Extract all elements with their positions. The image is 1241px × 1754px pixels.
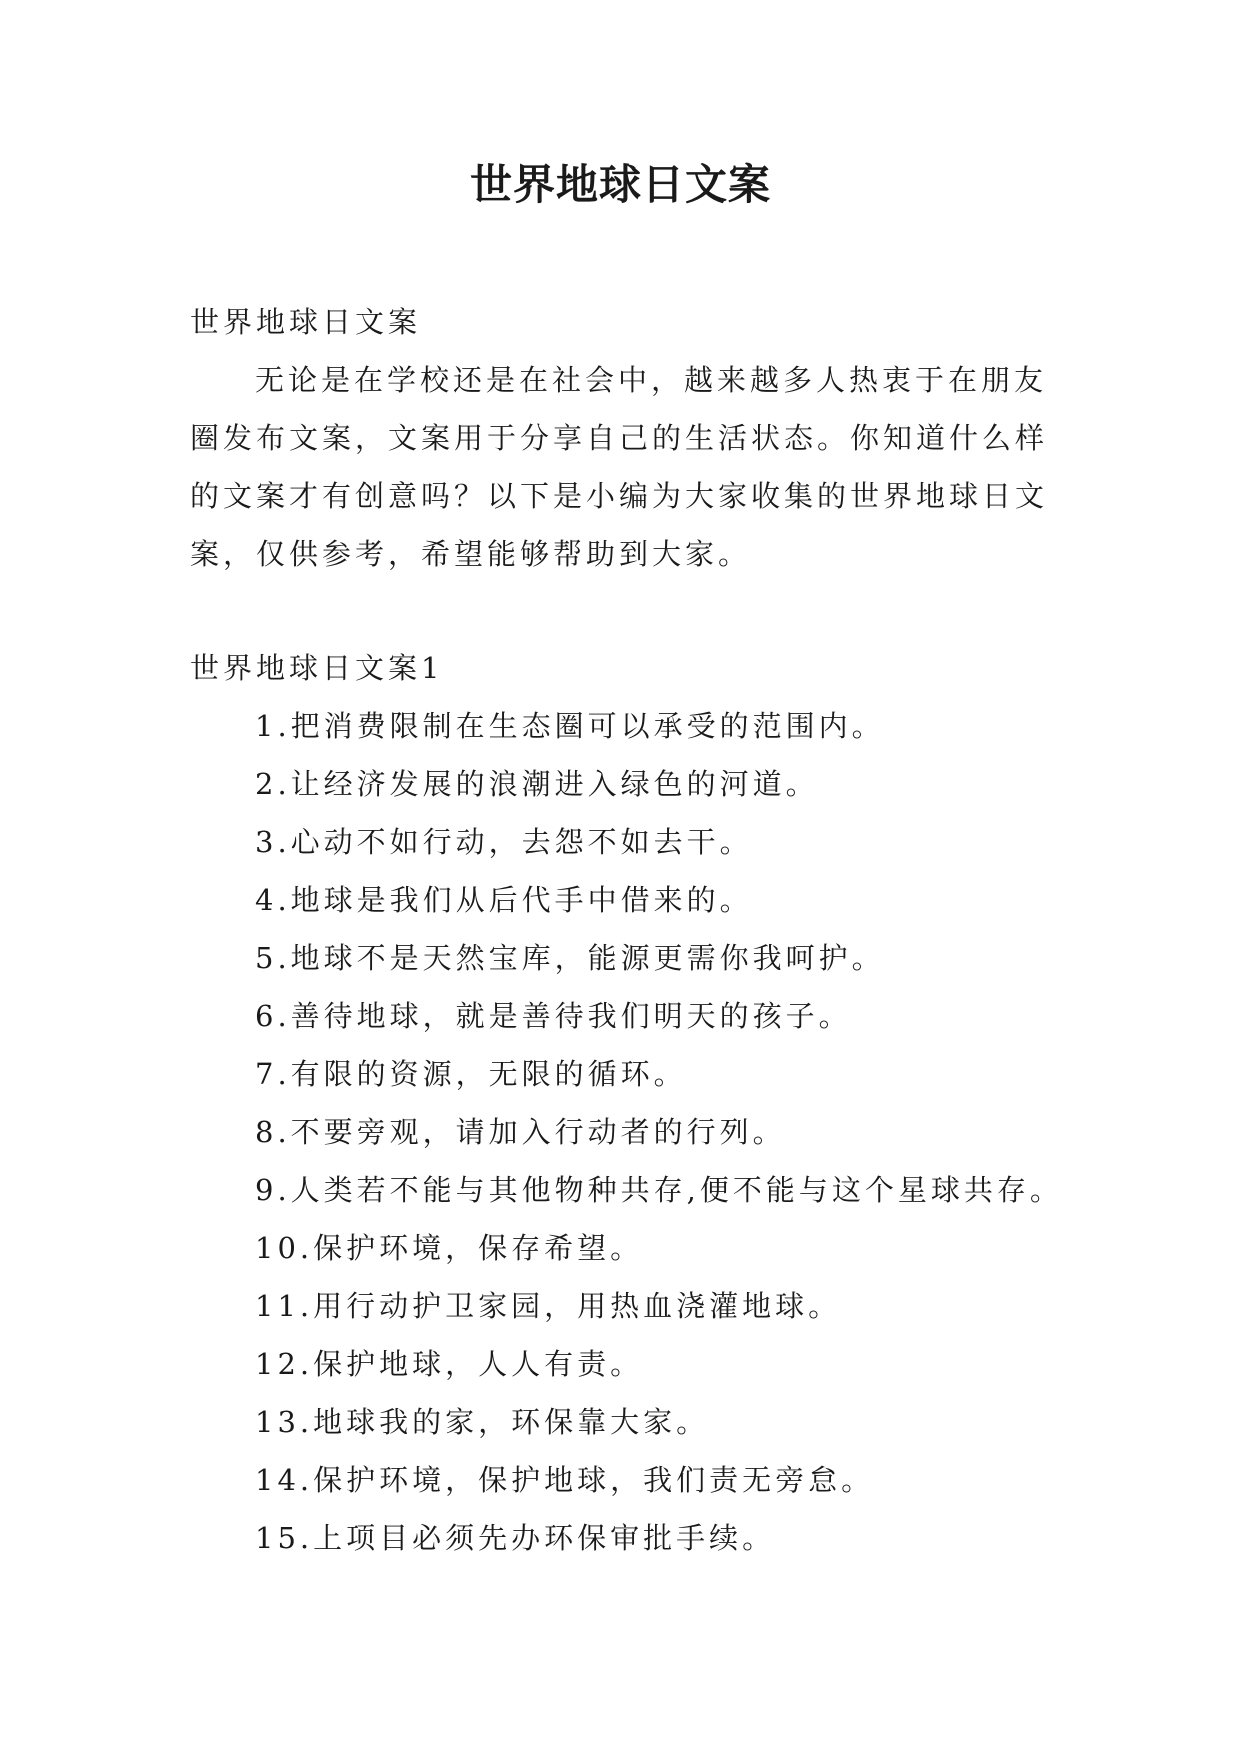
list-item: 11.用行动护卫家园，用热血浇灌地球。 bbox=[255, 1289, 842, 1323]
list-item: 10.保护环境，保存希望。 bbox=[255, 1231, 644, 1265]
list-item: 13.地球我的家，环保靠大家。 bbox=[255, 1405, 710, 1439]
list-item: 8.不要旁观，请加入行动者的行列。 bbox=[255, 1115, 786, 1149]
list-item: 14.保护环境，保护地球，我们责无旁怠。 bbox=[255, 1463, 875, 1497]
list-item: 6.善待地球，就是善待我们明天的孩子。 bbox=[255, 999, 852, 1033]
subheading: 世界地球日文案 bbox=[190, 305, 422, 339]
list-item: 2.让经济发展的浪潮进入绿色的河道。 bbox=[255, 767, 819, 801]
list-item: 7.有限的资源，无限的循环。 bbox=[255, 1057, 687, 1091]
intro-paragraph: 无论是在学校还是在社会中，越来越多人热衷于在朋友圈发布文案，文案用于分享自己的生活状态。你知道什么样的文案才有创意吗？以下是小编为大家收集的世界地球日文案，仅供参考，希望能够帮助到大家。 bbox=[190, 363, 1049, 571]
list-item: 1.把消费限制在生态圈可以承受的范围内。 bbox=[255, 709, 885, 743]
document-body bbox=[190, 293, 1063, 1567]
section-title: 世界地球日文案1 bbox=[190, 651, 444, 685]
list-item: 15.上项目必须先办环保审批手续。 bbox=[255, 1521, 776, 1555]
slogan-list bbox=[190, 697, 1063, 1567]
list-item: 3.心动不如行动，去怨不如去干。 bbox=[255, 825, 753, 859]
list-item: 12.保护地球，人人有责。 bbox=[255, 1347, 644, 1381]
paragraph-spacer bbox=[190, 583, 1060, 639]
list-item: 9.人类若不能与其他物种共存,便不能与这个星球共存。 bbox=[255, 1173, 1063, 1207]
list-item: 5.地球不是天然宝库，能源更需你我呵护。 bbox=[255, 941, 885, 975]
list-item: 4.地球是我们从后代手中借来的。 bbox=[255, 883, 753, 917]
document-title: 世界地球日文案 bbox=[469, 160, 771, 209]
